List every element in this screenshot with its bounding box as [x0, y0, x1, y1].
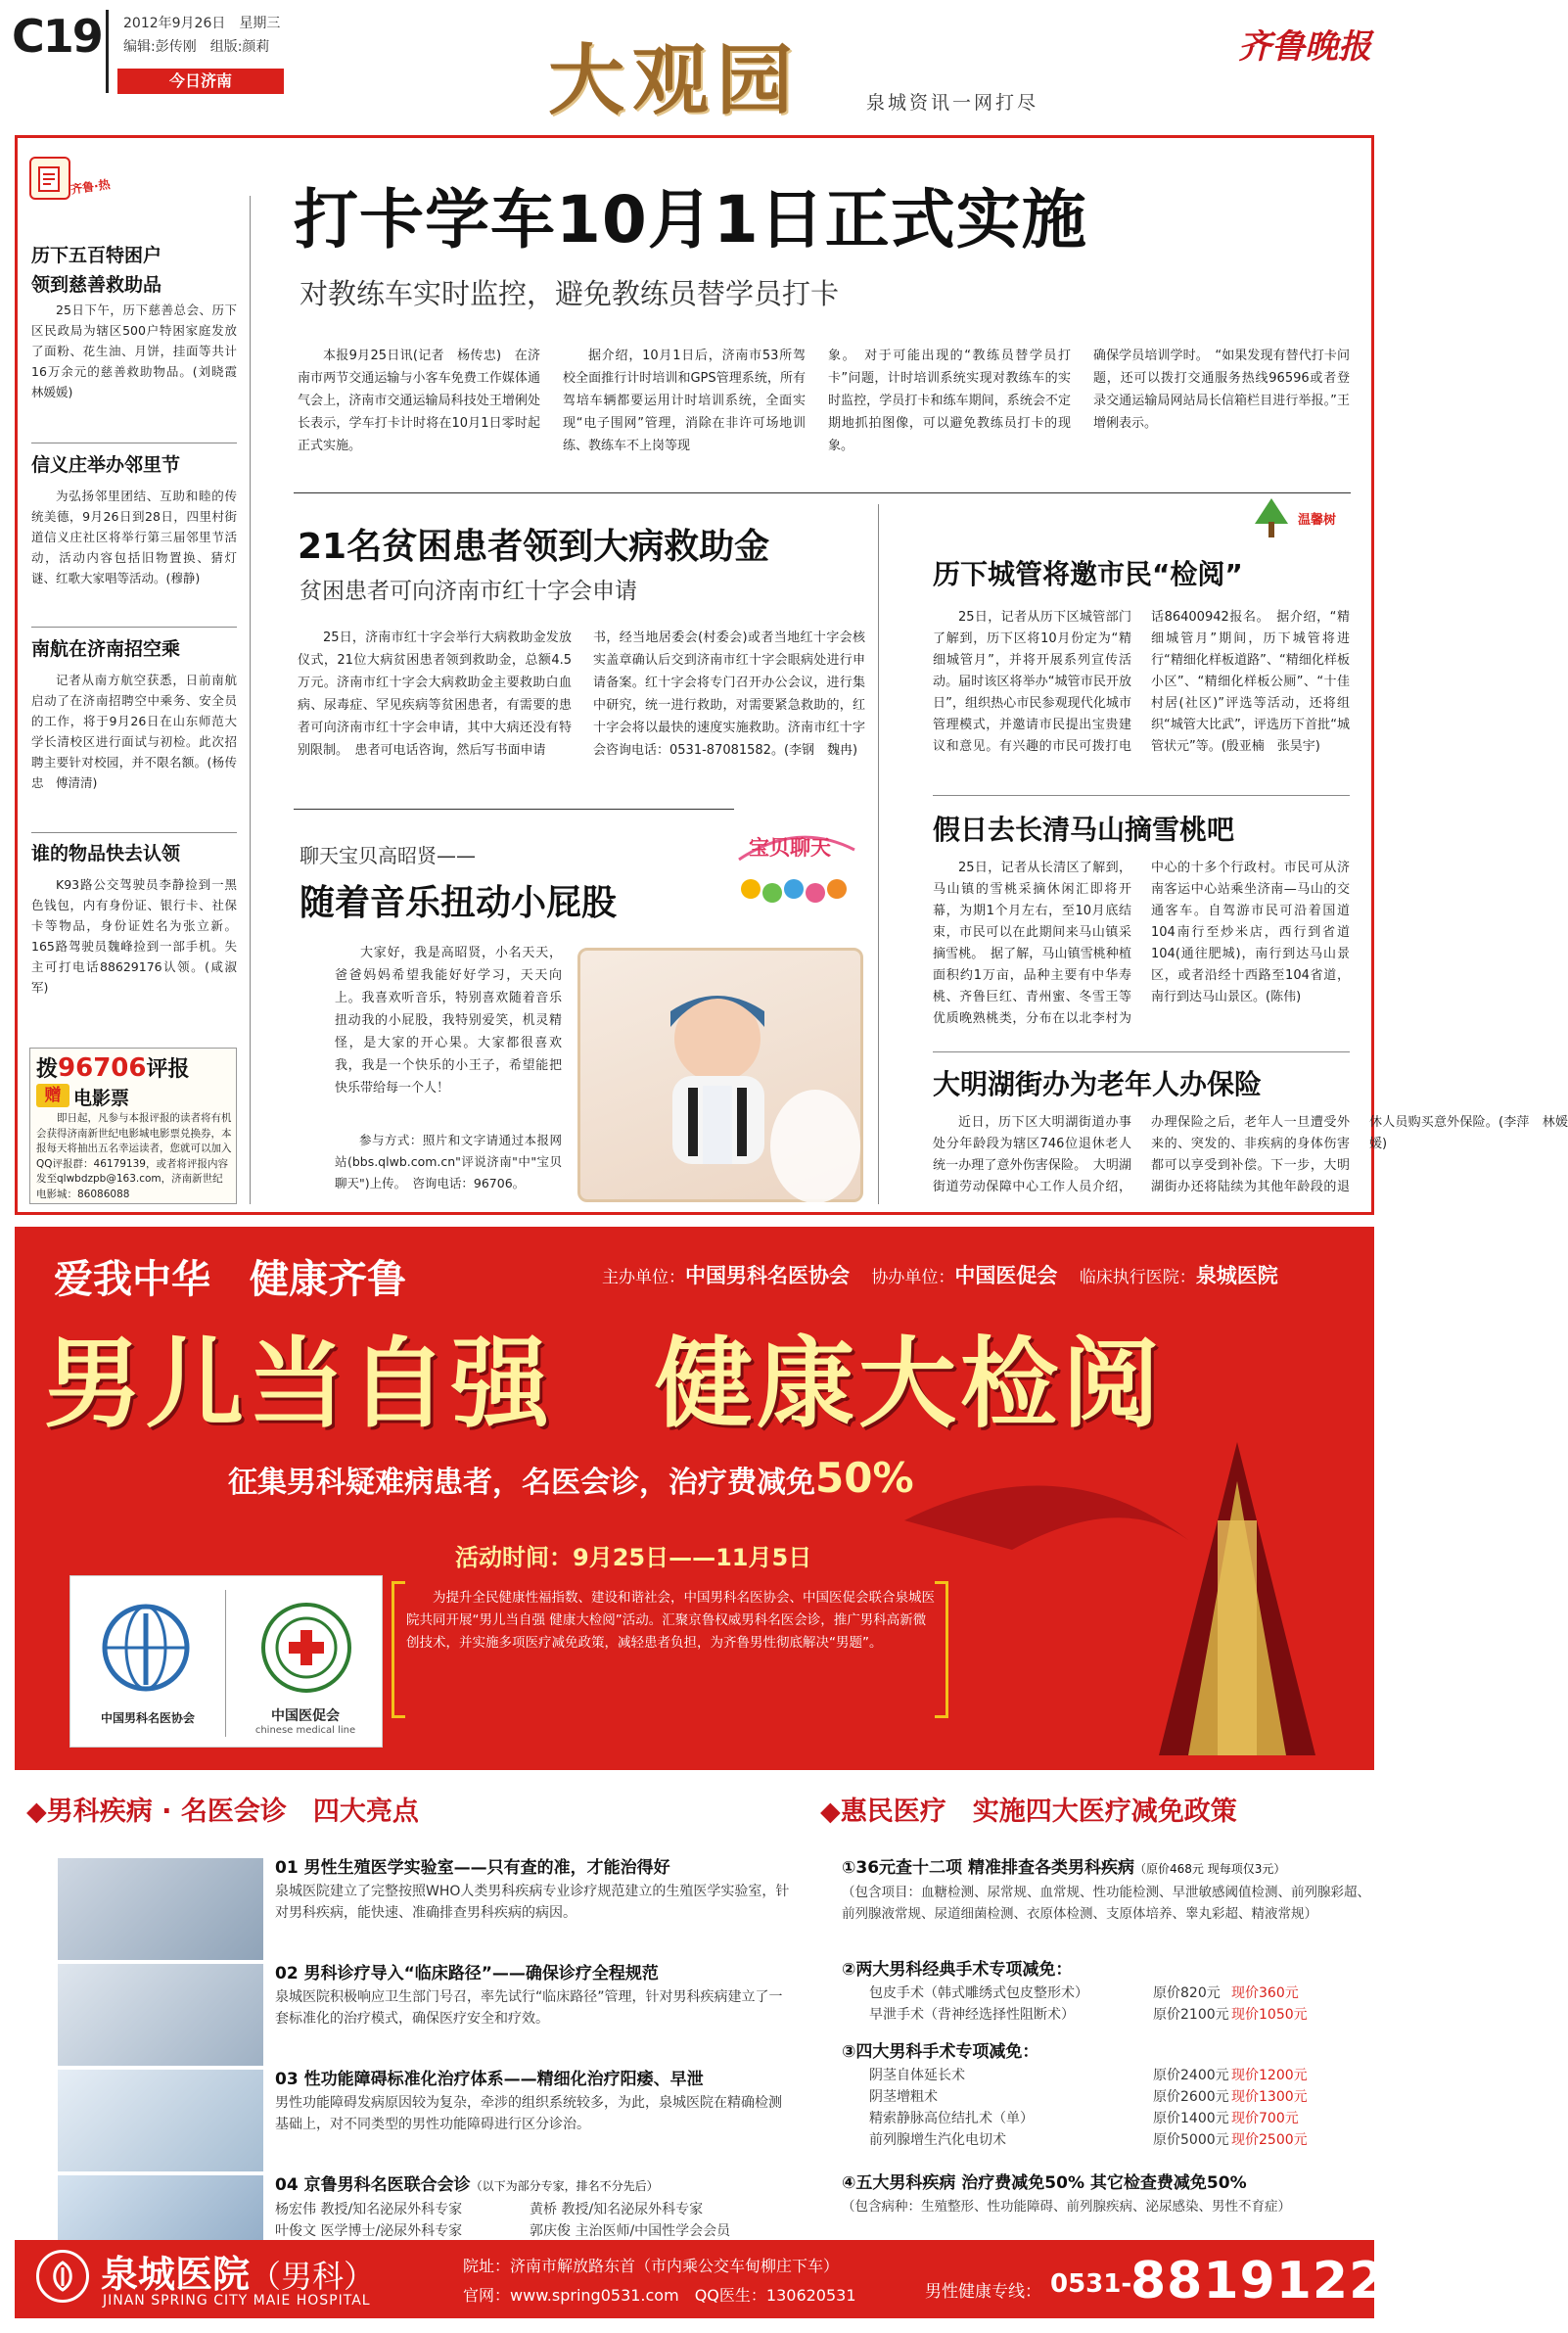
right-separator	[933, 1051, 1350, 1052]
intro-bracket-left	[392, 1581, 405, 1718]
price-item: 包皮手术（韩式雕绣式包皮整形术）	[869, 1985, 1088, 2001]
expert-entry: 郭庆俊 主治医师/中国性学会会员	[530, 2223, 731, 2239]
lead-col: 象。 对于可能出现的“教练员替学员打卡”问题，计时培训系统实现对教练车的实时监控，学员打卡和练车期间，系统会不定期地抓拍图像，可以避免教练员打卡的现象。	[828, 349, 1071, 453]
photo-consultation	[58, 2070, 263, 2171]
baby-body: 大家好，我是高昭贤，小名天天，爸爸妈妈希望我能好好学习，天天向上。我喜欢听音乐，特别喜欢随着音乐扭动我的小屁股，我特别爱笑，机灵精怪，是大家的开心果。大家都很喜欢我，我是一个快乐的小王子，希望能把快乐带给每一个人！	[335, 946, 562, 1096]
web-value: www.spring0531.com	[510, 2286, 679, 2305]
second-title: 21名贫困患者领到大病救助金	[298, 527, 770, 567]
intro-bracket-right	[935, 1581, 948, 1718]
lead-col: 确保学员培训学时。 “如果发现有替代打卡问题，还可以拨打交通服务热线96596或者登录交通运输局网站局长信箱栏目进行举报。”王增俐表示。	[1093, 349, 1350, 431]
ad-banner	[15, 1227, 1374, 1770]
sidebar-item	[31, 241, 250, 402]
right-b-title: 假日去长清马山摘雪桃吧	[933, 814, 1235, 846]
ad-time-label: 活动时间：	[455, 1544, 573, 1571]
qq-label: QQ医生：	[694, 2286, 766, 2305]
logo-divider	[225, 1590, 226, 1737]
highlight-item	[275, 2068, 794, 2135]
hotline-label: 男性健康专线：	[925, 2282, 1041, 2302]
editor-credit: 编辑:彭传刚	[123, 39, 197, 55]
sidebar-item-title: 历下五百特困户	[31, 245, 162, 266]
price-orig: 原价2400元	[1153, 2068, 1229, 2083]
sidebar-item-title: 信义庄举办邻里节	[31, 454, 181, 476]
price-orig: 原价2100元	[1153, 2007, 1229, 2023]
highlight-item	[275, 1962, 794, 2030]
ad-tagline: 爱我中华 健康齐鲁	[54, 1257, 406, 1302]
baby-chat-tag-label: 宝贝聊天	[749, 836, 831, 860]
promo-box	[29, 1048, 237, 1204]
left-section-title: ◆男科疾病 · 名医会诊 四大亮点	[26, 1796, 419, 1827]
section-name: 大观园	[548, 36, 802, 125]
expert-entry: 叶俊文 医学博士/泌尿外科专家	[275, 2223, 463, 2239]
qq-value: 130620531	[765, 2286, 856, 2305]
ad-organizers	[602, 1260, 1278, 1289]
photo-lab	[58, 1858, 263, 1960]
right-separator	[933, 795, 1350, 796]
price-orig: 原价2600元	[1153, 2089, 1229, 2105]
policy-body: （包含项目：血糖检测、尿常规、血常规、性功能检测、早泄敏感阈值检测、前列腺彩超、前列腺液常规、尿道细菌检测、衣原体检测、支原体培养、睾丸彩超、精液常规）	[842, 1885, 1370, 1922]
policy-4	[842, 2171, 1370, 2217]
hospital-name-text: 泉城医院	[101, 2253, 251, 2296]
policy-title: ②两大男科经典手术专项减免：	[842, 1960, 1073, 1980]
paper-brand: 齐鲁晚报	[1238, 27, 1371, 67]
ad-subline-text: 征集男科疑难病患者，名医会诊，治疗费减免	[228, 1466, 815, 1500]
highlight-item	[275, 1856, 794, 1924]
policy-title	[842, 1856, 1370, 1882]
expert-entry: 杨宏伟 教授/知名泌尿外科专家	[275, 2202, 463, 2217]
highlight-title: 01 男性生殖医学实验室——只有查的准，才能治得好	[275, 1858, 670, 1878]
ad-time-value: 9月25日——11月5日	[573, 1544, 812, 1571]
highlight-title-note: （以下为部分专家，排名不分先后）	[470, 2179, 659, 2193]
header-date-line	[123, 14, 280, 33]
lead-bottom-rule	[294, 492, 1351, 493]
hotline-number: 88191222	[1130, 2252, 1422, 2310]
highlight-body: 泉城医院建立了完整按照WHO人类男科疾病专业诊疗规范建立的生殖医学实验室，针对男科疾病，能快速、准确排查男科疾病的病因。	[275, 1884, 790, 1921]
addr-label: 院址：	[463, 2257, 511, 2275]
policy-title: ④五大男科疾病 治疗费减免50% 其它检查费减免50%	[842, 2173, 1247, 2193]
price-now: 现价1300元	[1231, 2089, 1308, 2105]
promo-number: 96706	[58, 1053, 147, 1083]
organizer-name: 中国男科名医协会	[685, 1264, 850, 1287]
organizer-label: 协办单位：	[871, 1268, 955, 1287]
baby-kicker: 聊天宝贝高昭贤——	[300, 844, 476, 867]
second-subtitle: 贫困患者可向济南市红十字会申请	[300, 579, 637, 604]
second-col: 25日，济南市红十字会举行大病救助金发放仪式，21位大病贫困患者领到救助金，总额4.5万元。济南市红十字会大病救助金主要救助白血病、尿毒症、罕见疾病等贫困患者，有需要的患者可向济南市红十字会申请，其中大病还没有特别限制。 患者可电话咨询，然后写书面申请	[298, 630, 572, 758]
promo-title	[36, 1052, 190, 1083]
promo-ribbon: 赠	[36, 1084, 69, 1107]
baby-title: 随着音乐扭动小屁股	[300, 883, 618, 923]
page-number: C19	[12, 10, 102, 63]
highlight-title	[275, 2173, 794, 2199]
baby-photo	[577, 948, 863, 1202]
policy-price-note: （原价468元 现每项仅3元）	[1133, 1862, 1286, 1876]
globe-caduceus-icon	[92, 1594, 200, 1702]
ad-subline-percent: 50%	[815, 1454, 914, 1502]
logo2-sub: chinese medical line	[254, 1725, 356, 1736]
logo1-caption: 中国男科名医协会	[100, 1711, 195, 1725]
sidebar-item	[31, 634, 237, 793]
web-label: 官网：	[463, 2286, 511, 2305]
ad-headline: 男儿当自强 健康大检阅	[44, 1326, 1164, 1441]
issue-weekday: 星期三	[239, 16, 281, 31]
policy-1	[842, 1856, 1370, 1925]
price-item: 精索静脉高位结扎术（单）	[869, 2111, 1034, 2126]
policy-2	[842, 1958, 1370, 2026]
right-section-title: ◆惠民医疗 实施四大医疗减免政策	[820, 1796, 1237, 1827]
promo-subtitle: 电影票	[73, 1088, 130, 1109]
highlight-title: 03 性功能障碍标准化治疗体系——精细化治疗阳痿、早泄	[275, 2070, 704, 2089]
sidebar-badge: 齐鲁·热	[69, 177, 112, 197]
baby-howto: 参与方式：照片和文字请通过本报网站(bbs.qlwb.com.cn"评说济南"中"宝贝聊天")上传。 咨询电话：96706。	[335, 1133, 562, 1190]
price-now: 现价1200元	[1231, 2068, 1308, 2083]
hospital-en-name: JINAN SPRING CITY MAIE HOSPITAL	[103, 2293, 371, 2309]
lead-title: 打卡学车10月1日正式实施	[294, 182, 1087, 257]
ad-subline	[228, 1454, 914, 1502]
policy-body: （包含病种：生殖整形、性功能障碍、前列腺疾病、泌尿感染、男性不育症）	[842, 2199, 1291, 2215]
price-orig: 原价5000元	[1153, 2132, 1229, 2148]
lead-subtitle: 对教练车实时监控，避免教练员替学员打卡	[300, 277, 840, 310]
photo-doctors	[58, 1964, 263, 2066]
price-table	[842, 2065, 1370, 2151]
notepad-icon	[29, 157, 70, 200]
price-item: 阴茎增粗术	[869, 2089, 938, 2105]
price-item: 早泄手术（背神经选择性阻断术）	[869, 2007, 1075, 2023]
right-c-body: 近日，历下区大明湖街道办事处分年龄段为辖区746位退休老人统一办理了意外伤害保险。 大明湖街道劳动保障中心工作人员介绍，办理保险之后，老年人一旦遭受外来的、突发的、非疾病的身体伤害都可以享受到补偿。下一步，大明湖街办还将陆续为其他年龄段的退休人员购买意外保险。(李萍 林媛媛)	[933, 1115, 1568, 1194]
header-divider	[106, 10, 109, 93]
right-c-title: 大明湖街办为老年人办保险	[933, 1068, 1263, 1100]
layout-credit: 组版:颜莉	[209, 39, 270, 55]
right-badge: 温馨树	[1298, 513, 1337, 528]
price-now: 现价700元	[1231, 2111, 1299, 2126]
ad-intro: 为提升全民健康性福指数、建设和谐社会，中国男科名医协会、中国医促会联合泉城医院共同开展“男儿当自强 健康大检阅”活动。汇聚京鲁权威男科名医会诊，推广男科高新微创技术，并实施多项医疗减免政策，减轻患者负担，为齐鲁男性彻底解决“男题”。	[406, 1590, 935, 1651]
promo-title-b: 评报	[146, 1057, 190, 1082]
organizer-name: 中国医促会	[954, 1264, 1058, 1287]
hospital-logo-icon	[36, 2250, 89, 2303]
price-item: 阴茎自体延长术	[869, 2068, 965, 2083]
hospital-name	[101, 2244, 375, 2298]
sidebar-item	[31, 839, 237, 998]
sidebar-item-title: 南航在济南招空乘	[31, 638, 181, 660]
promo-title-a: 拨	[36, 1057, 59, 1082]
section-slogan: 泉城资讯一网打尽	[866, 92, 1039, 114]
sidebar-item-body: 25日下午，历下慈善总会、历下区民政局为辖区500户特困家庭发放了面粉、花生油、月饼，挂面等共计16万余元的慈善救助物品。(刘晓霞 林媛媛)	[31, 303, 250, 399]
header-staff-line	[123, 37, 269, 57]
price-now: 现价1050元	[1231, 2007, 1308, 2023]
organizer-name: 泉城医院	[1195, 1264, 1278, 1287]
highlight-body: 泉城医院积极响应卫生部门号召，率先试行“临床路径”管理，针对男科疾病建立了一套标准化的治疗模式，确保医疗安全和疗效。	[275, 1989, 783, 2027]
organizer-label: 临床执行医院：	[1079, 1268, 1196, 1287]
hospital-address	[463, 2254, 839, 2276]
policy-title: ③四大男科手术专项减免：	[842, 2042, 1039, 2062]
medical-seal-icon	[253, 1594, 360, 1702]
column-divider	[878, 504, 879, 1204]
sidebar-separator	[31, 832, 237, 833]
policy-3	[842, 2040, 1370, 2151]
organizer-label: 主办单位：	[602, 1268, 685, 1287]
baby-chat-tag	[729, 820, 864, 910]
logo2-caption: 中国医促会	[271, 1708, 340, 1724]
sidebar-item-title: 谁的物品快去认领	[31, 843, 181, 864]
ad-logo-box	[69, 1575, 383, 1748]
sidebar-separator	[31, 627, 237, 628]
right-a-title: 历下城管将邀市民“检阅”	[933, 558, 1243, 590]
price-orig: 原价1400元	[1153, 2111, 1229, 2126]
highlight-body: 男性功能障碍发病原因较为复杂，牵涉的组织系统较多，为此，泉城医院在精确检测基础上，对不同类型的男性功能障碍进行区分诊治。	[275, 2095, 782, 2132]
sidebar-divider	[250, 196, 251, 1204]
hospital-dept: （男科）	[250, 2258, 376, 2295]
expert-entry: 黄桥 教授/知名泌尿外科专家	[530, 2202, 704, 2217]
price-now: 现价2500元	[1231, 2132, 1308, 2148]
sidebar-item-body: K93路公交驾驶员李静捡到一黑色钱包，内有身份证、银行卡、社保卡等物品，身份证姓名为张立新。165路驾驶员魏峰捡到一部手机。失主可打电话88629176认领。(咸淑军)	[31, 877, 237, 995]
highlight-title: 02 男科诊疗导入“临床路径”——确保诊疗全程规范	[275, 1964, 659, 1983]
sidebar-item-title: 领到慈善救助品	[31, 274, 162, 296]
section-tag: 今日济南	[117, 69, 284, 94]
promo-body: 即日起，凡参与本报评报的读者将有机会获得济南新世纪电影城电影票兑换券，本报每天将抽出五名幸运读者，您就可以加入QQ评报群：46179139，或者将评报内容发至qlwbdzpb@163.com，济南新世纪电影城：86086088	[36, 1112, 232, 1200]
policy-title-text: ①36元查十二项 精准排查各类男科疾病	[842, 1858, 1134, 1878]
addr-value: 济南市解放路东首（市内乘公交车甸柳庄下车）	[510, 2257, 840, 2275]
price-table	[842, 1983, 1370, 2026]
hotline-prefix: 0531-	[1050, 2269, 1132, 2299]
price-item: 前列腺增生汽化电切术	[869, 2132, 1006, 2148]
lead-col: 本报9月25日讯(记者 杨传忠) 在济南市两节交通运输与小客车免费工作媒体通气会上，济南市交通运输局科技处王增俐处长表示，学车打卡计时将在10月1日零时起正式实施。	[298, 349, 540, 453]
highlight-title-text: 04 京鲁男科名医联合会诊	[275, 2175, 471, 2195]
ad-details	[15, 1770, 1422, 2318]
second-col: 书，经当地居委会(村委会)或者当地红十字会核实盖章确认后交到济南市红十字会眼病处进行申请备案。红十字会将专门召开办公会议，进行集中研究，统一进行救助，对需要紧急救助的，红十字会将以最快的速度实施救助。济南市红十字会咨询电话：0531-87081582。(李钢 魏冉)	[593, 630, 865, 758]
ad-time	[455, 1538, 811, 1572]
sidebar-item-body: 为弘扬邻里团结、互助和睦的传统美德，9月26日到28日，四里村街道信义庄社区将举行第三届邻里节活动，活动内容包括旧物置换、猜灯谜、红歌大家唱等活动。(穆静)	[31, 489, 237, 585]
right-b-body: 25日，记者从长清区了解到，马山镇的雪桃采摘休闲汇即将开幕，为期1个月左右，至10月底结束，市民可以在此期间来马山镇采摘雪桃。 据了解，马山镇雪桃种植面积约1万亩，品种主要有中华寿桃、齐鲁巨红、青州蜜、冬雪王等优质晚熟桃类，分布在以北李村为中心的十多个行政村。市民可从济南客运中心站乘坐济南—马山的交通客车。自驾游市民可沿着国道104南行至炒米店，西行到省道104(通往肥城)，南行到达马山景区，或者沿经十西路至104省道，南行到达马山景区。(陈伟)	[933, 861, 1350, 1026]
price-now: 现价360元	[1231, 1985, 1299, 2001]
second-bottom-rule	[294, 809, 734, 810]
sidebar-item-body: 记者从南方航空获悉，日前南航启动了在济南招聘空中乘务、安全员的工作，将于9月26日在山东师范大学长清校区进行面试与初检。此次招聘主要针对校园，并不限名额。(杨传忠 傅清清)	[31, 673, 237, 790]
sidebar-item	[31, 450, 237, 588]
hospital-footer	[15, 2240, 1422, 2318]
lead-col: 据介绍，10月1日后，济南市53所驾校全面推行计时培训和GPS管理系统，所有驾培车辆都要运用计时培训系统，全面实现“电子围网”管理，消除在非许可场地训练、教练车不上岗等现	[563, 349, 806, 453]
price-orig: 原价820元	[1153, 1985, 1221, 2001]
issue-date: 2012年9月26日	[123, 16, 226, 31]
right-a-body: 25日，记者从历下区城管部门了解到，历下区将10月份定为“精细城管月”，并将开展系列宣传活动。届时该区将举办“城管市民开放日”，组织热心市民参观现代化城市管理模式，并邀请市民提出宝贵建议和意见。有兴趣的市民可拨打电话86400942报名。 据介绍，“精细城管月”期间，历下城管将进行“精细化样板道路”、“精细化样板小区”、“精细化样板公厕”、“十佳村居(社区)”评选等活动，还将组织“城管大比武”，评选历下首批“城管状元”等。(殷亚楠 张昊宇)	[933, 610, 1350, 754]
tree-icon	[1243, 494, 1300, 543]
hospital-contact	[463, 2283, 856, 2306]
